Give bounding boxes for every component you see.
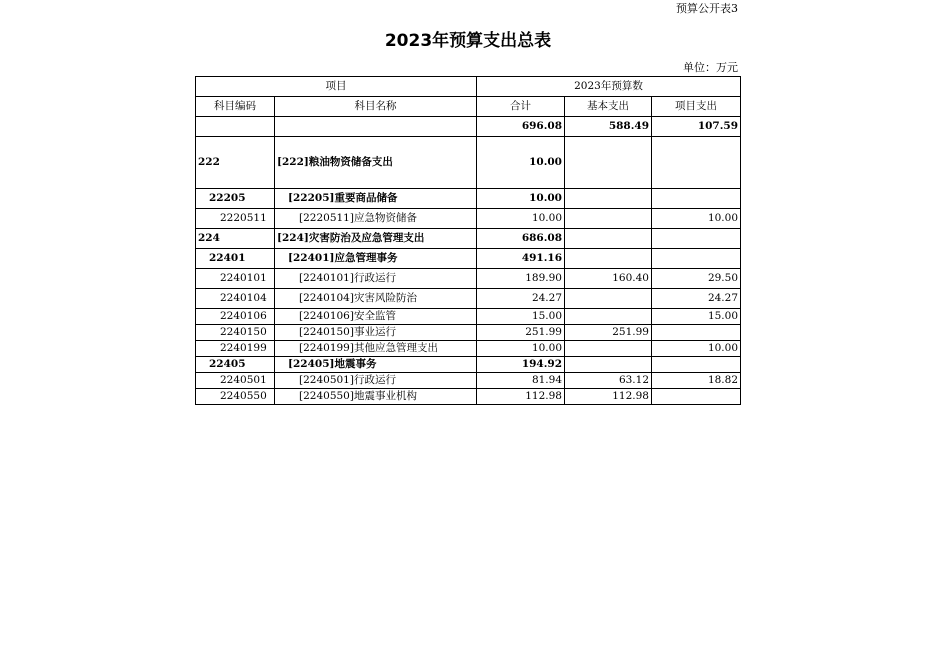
header-budget-group: 2023年预算数 [477, 77, 741, 97]
table-row [196, 269, 741, 289]
cell-total: 10.00 [477, 189, 565, 209]
cell-code: 2240150 [196, 325, 275, 341]
cell-code: 22405 [196, 357, 275, 373]
cell-basic: 251.99 [565, 325, 652, 341]
table-row [196, 373, 741, 389]
cell-code [196, 117, 275, 137]
cell-total: 194.92 [477, 357, 565, 373]
cell-basic [565, 341, 652, 357]
cell-total: 10.00 [477, 137, 565, 189]
cell-code: 2240106 [196, 309, 275, 325]
cell-total: 696.08 [477, 117, 565, 137]
cell-project-expense [652, 389, 741, 405]
cell-total: 189.90 [477, 269, 565, 289]
cell-project-expense [652, 249, 741, 269]
table-row [196, 341, 741, 357]
cell-name: [2240150]事业运行 [275, 325, 477, 341]
table-row [196, 309, 741, 325]
cell-project-expense: 29.50 [652, 269, 741, 289]
cell-project-expense [652, 325, 741, 341]
page-title: 2023年预算支出总表 [384, 31, 552, 51]
cell-name: [2240106]安全监管 [275, 309, 477, 325]
table-row [196, 357, 741, 373]
cell-basic [565, 289, 652, 309]
cell-project-expense [652, 357, 741, 373]
cell-total: 15.00 [477, 309, 565, 325]
cell-basic: 160.40 [565, 269, 652, 289]
header-row-2 [196, 97, 741, 117]
header-code: 科目编码 [196, 97, 275, 117]
budget-table [195, 76, 741, 405]
cell-code: 2240104 [196, 289, 275, 309]
table-row [196, 229, 741, 249]
table-number-label: 预算公开表3 [676, 2, 738, 15]
cell-name: [2240501]行政运行 [275, 373, 477, 389]
cell-total: 686.08 [477, 229, 565, 249]
cell-code: 22205 [196, 189, 275, 209]
unit-label: 单位：万元 [683, 61, 738, 74]
cell-total: 10.00 [477, 341, 565, 357]
header-name: 科目名称 [275, 97, 477, 117]
cell-total: 81.94 [477, 373, 565, 389]
cell-code: 2240199 [196, 341, 275, 357]
cell-basic [565, 189, 652, 209]
cell-basic [565, 209, 652, 229]
cell-total: 251.99 [477, 325, 565, 341]
cell-basic [565, 229, 652, 249]
cell-project-expense [652, 189, 741, 209]
cell-name: [2220511]应急物资储备 [275, 209, 477, 229]
header-project-expense: 项目支出 [652, 97, 741, 117]
cell-project-expense [652, 229, 741, 249]
cell-basic [565, 249, 652, 269]
cell-name [275, 117, 477, 137]
table-row [196, 137, 741, 189]
cell-project-expense: 10.00 [652, 209, 741, 229]
cell-code: 2240501 [196, 373, 275, 389]
cell-name: [2240550]地震事业机构 [275, 389, 477, 405]
cell-code: 22401 [196, 249, 275, 269]
cell-code: 2240550 [196, 389, 275, 405]
cell-name: [222]粮油物资储备支出 [275, 137, 477, 189]
table-row [196, 325, 741, 341]
header-total: 合计 [477, 97, 565, 117]
cell-total: 112.98 [477, 389, 565, 405]
cell-name: [2240104]灾害风险防治 [275, 289, 477, 309]
header-project: 项目 [196, 77, 477, 97]
cell-project-expense: 107.59 [652, 117, 741, 137]
cell-project-expense: 10.00 [652, 341, 741, 357]
header-row-1 [196, 77, 741, 97]
cell-project-expense: 15.00 [652, 309, 741, 325]
header-basic: 基本支出 [565, 97, 652, 117]
cell-name: [22401]应急管理事务 [275, 249, 477, 269]
cell-basic: 112.98 [565, 389, 652, 405]
cell-project-expense [652, 137, 741, 189]
cell-total: 24.27 [477, 289, 565, 309]
table-row [196, 189, 741, 209]
table-row [196, 117, 741, 137]
cell-basic [565, 357, 652, 373]
cell-basic [565, 137, 652, 189]
cell-code: 2220511 [196, 209, 275, 229]
cell-name: [22405]地震事务 [275, 357, 477, 373]
cell-basic: 588.49 [565, 117, 652, 137]
cell-project-expense: 18.82 [652, 373, 741, 389]
cell-project-expense: 24.27 [652, 289, 741, 309]
cell-name: [224]灾害防治及应急管理支出 [275, 229, 477, 249]
cell-code: 222 [196, 137, 275, 189]
cell-total: 10.00 [477, 209, 565, 229]
cell-code: 224 [196, 229, 275, 249]
cell-name: [2240199]其他应急管理支出 [275, 341, 477, 357]
table-row [196, 389, 741, 405]
table-row [196, 249, 741, 269]
table-row [196, 289, 741, 309]
cell-basic [565, 309, 652, 325]
cell-basic: 63.12 [565, 373, 652, 389]
cell-name: [22205]重要商品储备 [275, 189, 477, 209]
cell-code: 2240101 [196, 269, 275, 289]
cell-total: 491.16 [477, 249, 565, 269]
cell-name: [2240101]行政运行 [275, 269, 477, 289]
table-row [196, 209, 741, 229]
